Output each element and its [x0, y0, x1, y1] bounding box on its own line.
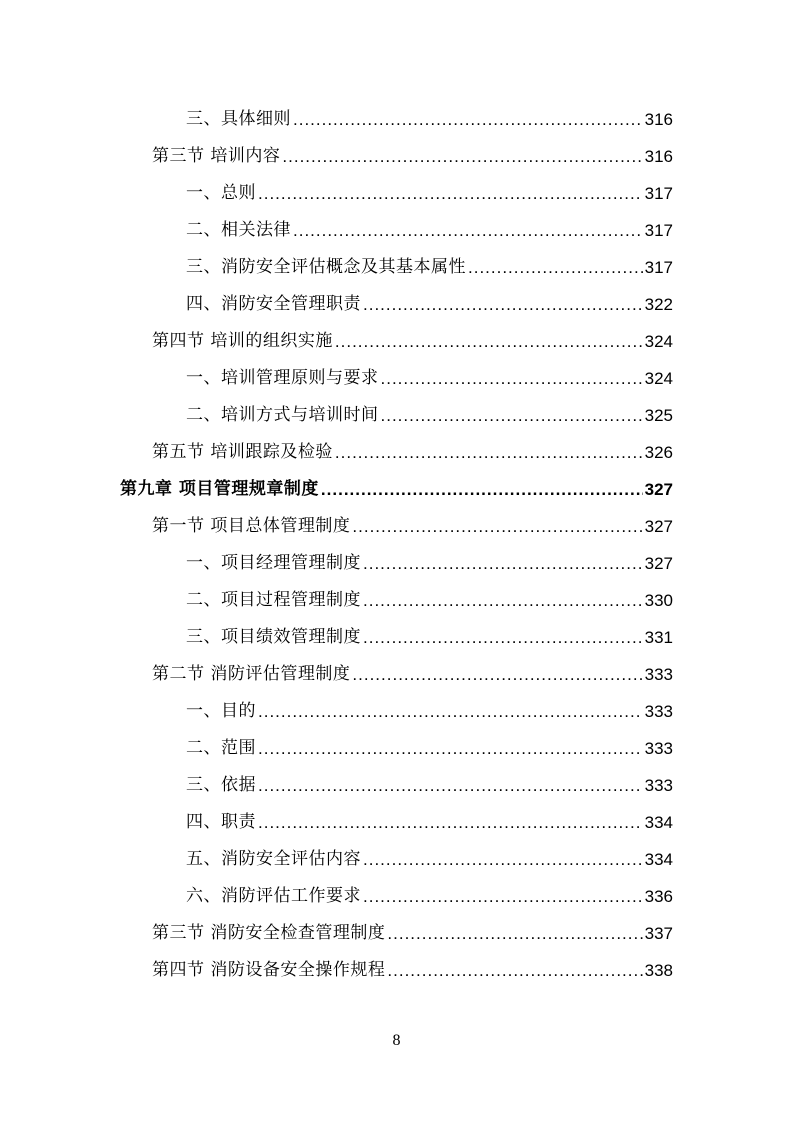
toc-entry-title: 第三节 消防安全检查管理制度: [152, 923, 386, 943]
toc-entry-page: 317: [644, 184, 673, 203]
toc-entry-page: 327: [644, 517, 673, 536]
toc-entry[interactable]: [186, 212, 673, 249]
toc-entry-page: 324: [644, 369, 673, 388]
toc-entry-title: 二、项目过程管理制度: [186, 590, 361, 610]
toc-entry[interactable]: [152, 508, 673, 545]
toc-entry[interactable]: [186, 101, 673, 138]
dot-leader: [258, 804, 643, 841]
dot-leader: [335, 323, 643, 360]
page-number: 8: [392, 1032, 401, 1049]
toc-entry-page: 333: [644, 665, 673, 684]
toc-entry-page: 324: [644, 332, 673, 351]
toc-entry-page: 334: [644, 850, 673, 869]
dot-leader: [363, 619, 643, 656]
toc-entry[interactable]: [186, 397, 673, 434]
dot-leader: [352, 508, 642, 545]
toc-entry[interactable]: [186, 804, 673, 841]
dot-leader: [363, 878, 643, 915]
toc-entry-title: 二、范围: [186, 738, 256, 758]
toc-entry-title: 第九章 项目管理规章制度: [120, 479, 319, 499]
toc-entry[interactable]: [186, 619, 673, 656]
toc-entry[interactable]: [152, 434, 673, 471]
toc-entry-title: 三、项目绩效管理制度: [186, 627, 361, 647]
toc-entry[interactable]: [186, 175, 673, 212]
toc-entry-page: 317: [644, 258, 673, 277]
toc-entry-title: 第四节 培训的组织实施: [152, 331, 333, 351]
dot-leader: [258, 175, 643, 212]
toc-entry[interactable]: [152, 915, 673, 952]
dot-leader: [258, 730, 643, 767]
toc-entry[interactable]: [152, 138, 673, 175]
toc-entry-page: 333: [644, 702, 673, 721]
toc-entry-page: 333: [644, 739, 673, 758]
toc-entry-page: 331: [644, 628, 673, 647]
toc-entry[interactable]: [152, 656, 673, 693]
toc-entry-page: 338: [644, 961, 673, 980]
toc-entry[interactable]: [186, 360, 673, 397]
toc-entry-page: 333: [644, 776, 673, 795]
dot-leader: [282, 138, 642, 175]
toc-entry[interactable]: [186, 730, 673, 767]
toc-entry-title: 一、总则: [186, 183, 256, 203]
toc-entry-page: 336: [644, 887, 673, 906]
toc-entry-page: 316: [644, 147, 673, 166]
toc-entry-title: 一、目的: [186, 701, 256, 721]
toc-entry-page: 337: [644, 924, 673, 943]
toc-entry-title: 五、消防安全评估内容: [186, 849, 361, 869]
dot-leader: [258, 767, 643, 804]
toc-entry-page: 316: [644, 110, 673, 129]
toc-entry[interactable]: [186, 249, 673, 286]
toc-entry[interactable]: [152, 323, 673, 360]
toc-entry-page: 327: [644, 480, 673, 499]
toc-entry-title: 二、培训方式与培训时间: [186, 405, 379, 425]
toc-chapter-entry[interactable]: [120, 471, 673, 508]
toc-entry-title: 第三节 培训内容: [152, 146, 281, 166]
toc-entry-title: 二、相关法律: [186, 220, 291, 240]
toc-entry[interactable]: [186, 286, 673, 323]
toc-entry[interactable]: [186, 841, 673, 878]
toc-entry-page: 330: [644, 591, 673, 610]
dot-leader: [363, 841, 643, 878]
dot-leader: [363, 545, 643, 582]
toc-entry-page: 334: [644, 813, 673, 832]
toc-entry-title: 三、消防安全评估概念及其基本属性: [186, 257, 466, 277]
dot-leader: [363, 286, 643, 323]
dot-leader: [381, 360, 643, 397]
dot-leader: [293, 212, 643, 249]
dot-leader: [387, 952, 642, 989]
toc-entry-title: 四、职责: [186, 812, 256, 832]
toc-entry[interactable]: [186, 878, 673, 915]
toc-entry-title: 三、具体细则: [186, 109, 291, 129]
toc-entry-page: 326: [644, 443, 673, 462]
dot-leader: [468, 249, 643, 286]
toc-entry[interactable]: [186, 582, 673, 619]
dot-leader: [335, 434, 643, 471]
toc-entry-title: 三、依据: [186, 775, 256, 795]
toc-entry-title: 一、培训管理原则与要求: [186, 368, 379, 388]
toc-entry-title: 第一节 项目总体管理制度: [152, 516, 351, 536]
toc-entry[interactable]: [186, 545, 673, 582]
toc-entry-page: 317: [644, 221, 673, 240]
dot-leader: [321, 471, 643, 508]
toc-entry-title: 第五节 培训跟踪及检验: [152, 442, 333, 462]
toc-entry-title: 一、项目经理管理制度: [186, 553, 361, 573]
dot-leader: [258, 693, 643, 730]
toc-entry-title: 六、消防评估工作要求: [186, 886, 361, 906]
toc-entry-title: 第四节 消防设备安全操作规程: [152, 960, 386, 980]
toc-entry-page: 327: [644, 554, 673, 573]
toc-entry-page: 322: [644, 295, 673, 314]
dot-leader: [381, 397, 643, 434]
toc-entry-title: 四、消防安全管理职责: [186, 294, 361, 314]
dot-leader: [387, 915, 642, 952]
toc-entry[interactable]: [186, 693, 673, 730]
toc-entry-page: 325: [644, 406, 673, 425]
dot-leader: [363, 582, 643, 619]
dot-leader: [293, 101, 643, 138]
toc-entry[interactable]: [152, 952, 673, 989]
toc-entry-title: 第二节 消防评估管理制度: [152, 664, 351, 684]
toc-entry[interactable]: [186, 767, 673, 804]
dot-leader: [352, 656, 642, 693]
